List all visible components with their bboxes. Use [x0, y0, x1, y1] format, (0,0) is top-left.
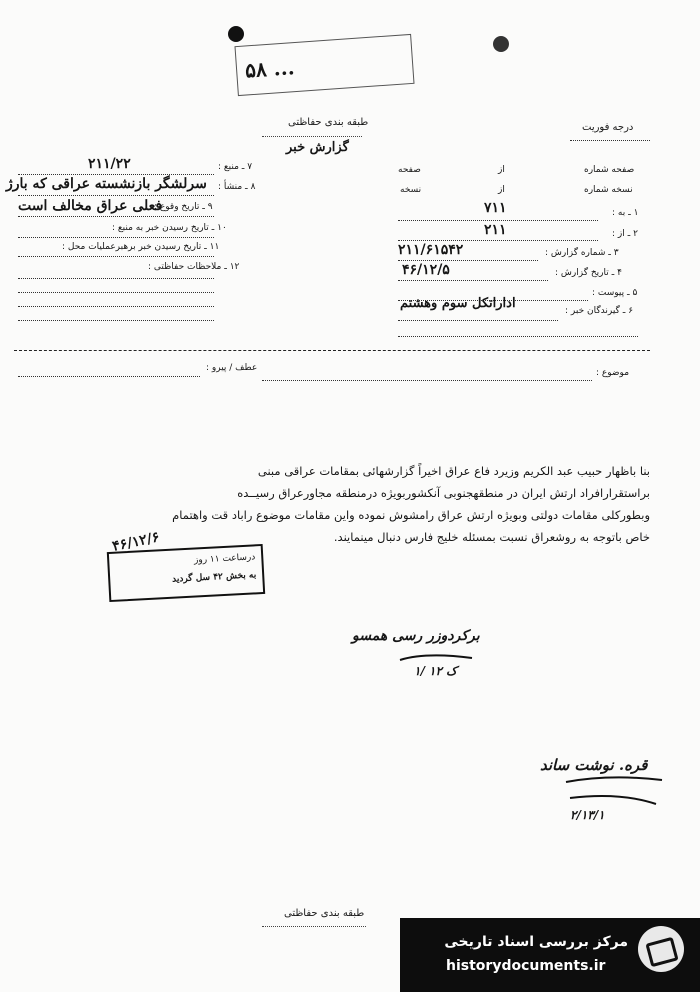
- top-stamp: [234, 34, 414, 96]
- signature-date: ۲/۱۳/۱: [570, 808, 605, 822]
- receipt-stamp-row2: به بخش ۴۲ سل گردید: [171, 570, 257, 585]
- field-label-security-notes: ۱۲ ـ ملاحظات حفاظتی :: [148, 262, 240, 272]
- header-separator: [14, 350, 650, 351]
- field-line-notes-3: [18, 306, 214, 307]
- urgency-line: [570, 140, 650, 141]
- punch-hole-right: [493, 36, 509, 52]
- body-line-2: براستقرارافراد ارتش ایران در منطقهجنوبی آنکشوربویژه درمنطقه مجاورعراق رسیــده: [237, 486, 650, 500]
- field-label-origin: ۸ ـ منشأ :: [218, 182, 256, 192]
- subject-label: موضوع :: [596, 368, 630, 378]
- receipt-stamp-date: ۴۶/۱۲/۶: [110, 529, 161, 555]
- field-value-origin: سرلشگر بازنشسته عراقی که بارژ: [6, 176, 207, 192]
- handwritten-stroke: [396, 648, 476, 668]
- field-value-occurrence: فعلی عراق مخالف است: [18, 198, 163, 214]
- field-line-origin: [18, 195, 214, 196]
- field-line-notes-4: [18, 320, 214, 321]
- subject-line: [262, 380, 592, 381]
- from-value: ۲۱۱: [484, 222, 507, 238]
- top-stamp-text: ۵۸ ...: [244, 55, 296, 83]
- document-title: گزارش خبر: [286, 140, 349, 155]
- attachment-label: ۵ ـ پیوست :: [592, 288, 638, 298]
- field-line-occurrence: [18, 216, 214, 217]
- punch-hole-left: [228, 26, 244, 42]
- watermark-name: مرکز بررسی اسناد تاریخی: [444, 934, 628, 950]
- page-number-unit: صفحه: [398, 165, 421, 175]
- page-number-label: صفحه شماره: [584, 165, 635, 175]
- report-date-value: ۴۶/۱۲/۵: [402, 262, 450, 278]
- archive-logo-icon: [638, 926, 684, 972]
- field-value-source: ۲۱۱/۲۲: [88, 156, 131, 172]
- recipients-line-2: [398, 336, 638, 337]
- page-number-from: از: [498, 165, 505, 175]
- handwritten-note: برکردوزر رسی همسو: [352, 628, 480, 644]
- report-date-label: ۴ ـ تاریخ گزارش :: [555, 268, 622, 278]
- field-label-source: ۷ ـ منبع :: [218, 162, 253, 172]
- classification-bottom-line: [262, 926, 366, 927]
- field-line-arrival-local: [18, 256, 214, 257]
- field-label-arrival-source: ۱۰ ـ تاریخ رسیدن خبر به منبع :: [112, 223, 227, 233]
- field-label-occurrence: ۹ ـ تاریخ وقوع :: [154, 202, 213, 212]
- field-label-arrival-local: ۱۱ ـ تاریخ رسیدن خبر برهبرعملیات محل :: [62, 242, 220, 252]
- field-line-arrival-source: [18, 237, 214, 238]
- signature: قره. نوشت ساند: [540, 756, 648, 774]
- receipt-stamp: [107, 544, 265, 602]
- classification-top: طبقه بندی حفاظتی: [288, 117, 369, 128]
- copy-number-from: از: [498, 185, 505, 195]
- from-label: ۲ ـ از :: [612, 229, 638, 239]
- signature-underline: [560, 774, 670, 814]
- copy-number-label: نسخه شماره: [584, 185, 633, 195]
- to-value: ۷۱۱: [484, 200, 507, 216]
- recipients-line: [398, 320, 558, 321]
- watermark-url: historydocuments.ir: [446, 958, 606, 974]
- report-number-label: ۳ ـ شماره گزارش :: [545, 248, 619, 258]
- to-line: [398, 220, 598, 221]
- field-line-source: [18, 174, 214, 175]
- handwritten-initials: ۱/ ک ۱۲: [414, 664, 457, 678]
- copy-number-unit: نسخه: [400, 185, 422, 195]
- report-number-value: ۲۱۱/۶۱۵۴۲: [398, 242, 464, 258]
- body-line-3: وبطورکلی مقامات دولتی وبویژه ارتش عراق رامشوش نموده واین مقامات موضوع راباد قت واهتمام: [172, 508, 650, 522]
- body-line-4: خاص باتوجه به روشعراق نسبت بمسئله خلیج فارس دنبال مینمایند.: [333, 530, 650, 544]
- field-line-notes-2: [18, 292, 214, 293]
- atf-label: عطف / پیرو :: [206, 363, 258, 373]
- from-line: [398, 240, 598, 241]
- report-number-line: [398, 260, 538, 261]
- atf-line: [18, 376, 200, 377]
- classification-bottom: طبقه بندی حفاظتی: [284, 908, 365, 919]
- recipients-value: اداراتکل سوم وهشتم: [400, 296, 516, 311]
- urgency-label: درجه فوریت: [582, 122, 634, 133]
- body-line-1: بنا باظهار حبیب عبد الکریم وزیرد فاع عراق اخیراً گزارشهائی بمقامات عراقی مبنی: [257, 464, 650, 478]
- field-line-notes-1: [18, 278, 214, 279]
- receipt-stamp-row1: درساعت ۱۱ روز: [193, 552, 256, 566]
- to-label: ۱ ـ به :: [612, 208, 639, 218]
- report-date-line: [398, 280, 548, 281]
- classification-top-line: [262, 136, 362, 137]
- recipients-label: ۶ ـ گیرندگان خبر :: [565, 306, 634, 316]
